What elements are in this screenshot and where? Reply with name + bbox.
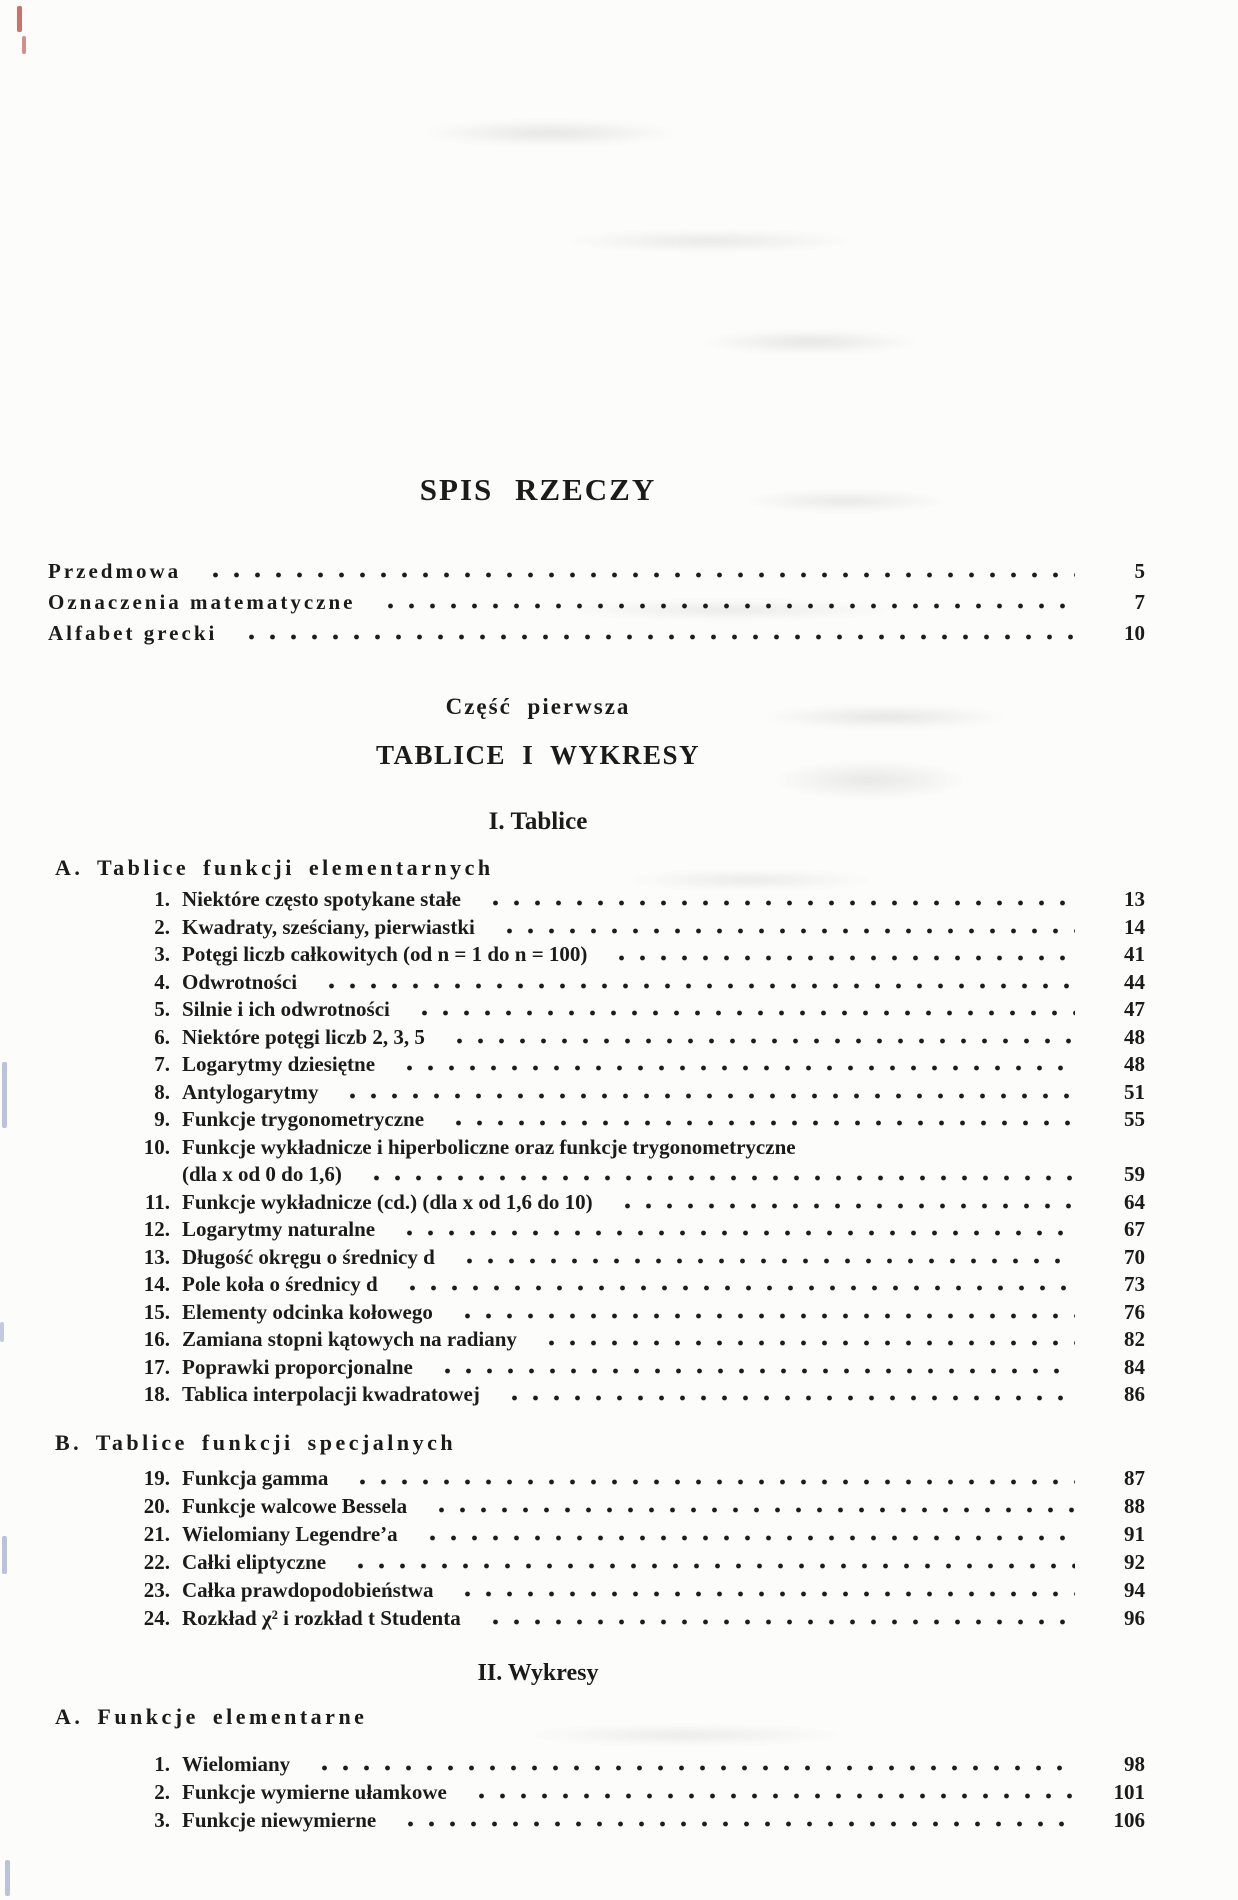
toc-item-page: 98: [1124, 1752, 1145, 1776]
toc-item-page: 41: [1124, 942, 1145, 966]
toc-row: [48, 1604, 1145, 1632]
toc-item-label: Funkcje walcowe Bessela: [182, 1494, 408, 1518]
toc-item-label: Funkcje trygonometryczne: [182, 1107, 425, 1131]
toc-row: [48, 1520, 1145, 1548]
toc-row: [48, 1024, 1145, 1052]
toc-item-label-continued: (dla x od 0 do 1,6): [182, 1162, 342, 1186]
toc-row: [48, 1051, 1145, 1079]
toc-list-elementary-graphs: [48, 1750, 1145, 1834]
toc-item-number: 18.: [143, 1382, 170, 1406]
toc-item-label: Całki eliptyczne: [182, 1550, 327, 1574]
dot-leader: [344, 1563, 1075, 1569]
toc-item-number: 3.: [154, 942, 170, 966]
dot-leader: [308, 1765, 1075, 1771]
toc-row: [48, 886, 1145, 914]
toc-row: [48, 1576, 1145, 1604]
dot-leader: [315, 983, 1075, 989]
section-heading-wykresy: II. Wykresy: [477, 1660, 599, 1686]
dot-leader: [451, 1313, 1075, 1319]
part-kicker: Część pierwsza: [445, 694, 631, 719]
scan-smudge: [520, 1725, 850, 1745]
dot-leader: [605, 955, 1075, 961]
subsection-heading-b-tablice: B. Tablice funkcji specjalnych: [55, 1430, 457, 1455]
toc-item-page: 86: [1124, 1382, 1145, 1406]
subsection-heading-a-tablice: A. Tablice funkcji elementarnych: [55, 855, 494, 880]
toc-item-number: 6.: [154, 1024, 170, 1049]
toc-item-number: 24.: [143, 1606, 170, 1630]
dot-leader: [393, 1065, 1075, 1071]
toc-item-page: 76: [1124, 1299, 1145, 1324]
toc-item-page: 101: [1113, 1780, 1145, 1804]
toc-item-number: 5.: [154, 997, 170, 1021]
toc-item-number: 2.: [154, 1780, 170, 1804]
toc-item-label: Niektóre często spotykane stałe: [182, 887, 461, 911]
dot-leader: [453, 1258, 1075, 1264]
scan-artifact: [2, 1536, 7, 1574]
toc-item-label: Wielomiany Legendre’a: [182, 1522, 398, 1546]
toc-item-number: 3.: [154, 1808, 170, 1832]
toc-item-label: Pole koła o średnicy d: [182, 1272, 378, 1296]
toc-item-page: 13: [1124, 887, 1145, 911]
toc-item-page: 51: [1124, 1079, 1145, 1104]
toc-row: [48, 996, 1145, 1024]
toc-list-elementary-tables: [48, 886, 1145, 1409]
toc-item-page: 84: [1124, 1354, 1145, 1379]
dot-leader: [199, 572, 1075, 578]
toc-row: [48, 1271, 1145, 1299]
toc-list-special-tables: [48, 1464, 1145, 1632]
dot-leader: [443, 1038, 1075, 1044]
toc-item-label: Oznaczenia matematyczne: [48, 590, 356, 614]
toc-item-label: Niektóre potęgi liczb 2, 3, 5: [182, 1024, 425, 1049]
toc-row: [48, 1189, 1145, 1217]
toc-item-page: 48: [1124, 1052, 1145, 1076]
toc-item-number: 11.: [144, 1189, 170, 1214]
dot-leader: [451, 1591, 1075, 1597]
toc-row: [48, 914, 1145, 942]
toc-item-page: 87: [1124, 1466, 1145, 1490]
toc-item-page: 96: [1124, 1606, 1145, 1630]
scan-artifact: [0, 1322, 4, 1342]
toc-row: [48, 1216, 1145, 1244]
toc-item-page: 14: [1124, 914, 1145, 939]
toc-item-page: 67: [1124, 1217, 1145, 1241]
toc-item-label: Alfabet grecki: [48, 621, 218, 645]
toc-item-label: Długość okręgu o średnicy d: [182, 1244, 435, 1269]
toc-row: [48, 1548, 1145, 1576]
toc-item-number: 13.: [143, 1244, 170, 1269]
toc-row: [48, 1464, 1145, 1492]
toc-item-page: 94: [1124, 1578, 1145, 1602]
toc-row: [48, 1750, 1145, 1778]
dot-leader: [479, 1619, 1075, 1625]
toc-item-label: Rozkład χ² i rozkład t Studenta: [182, 1606, 461, 1630]
subsection-heading-a-wykresy: A. Funkcje elementarne: [55, 1704, 368, 1729]
toc-item-page: 73: [1124, 1272, 1145, 1296]
toc-item-number: 4.: [154, 969, 170, 994]
toc-item-label: Potęgi liczb całkowitych (od n = 1 do n = 100): [182, 942, 588, 966]
toc-item-label: Logarytmy dziesiętne: [182, 1052, 376, 1076]
toc-row: [48, 1161, 1145, 1189]
scan-artifact: [2, 1062, 7, 1128]
toc-item-page: 91: [1124, 1522, 1145, 1546]
toc-item-number: 16.: [143, 1327, 170, 1351]
dot-leader: [393, 1230, 1075, 1236]
toc-item-page: 70: [1124, 1244, 1145, 1269]
toc-row: [48, 1244, 1145, 1272]
toc-row: [48, 587, 1145, 618]
toc-row: [48, 556, 1145, 587]
toc-item-page: 55: [1124, 1107, 1145, 1131]
toc-item-number: 19.: [143, 1466, 170, 1490]
toc-item-number: 8.: [154, 1079, 170, 1104]
toc-row: [48, 1299, 1145, 1327]
dot-leader: [235, 634, 1075, 640]
toc-item-label: Kwadraty, sześciany, pierwiastki: [182, 914, 475, 939]
toc-item-page: 82: [1124, 1327, 1145, 1351]
dot-leader: [442, 1120, 1075, 1126]
toc-item-number: 9.: [154, 1107, 170, 1131]
toc-row: [48, 1079, 1145, 1107]
scan-artifact: [22, 36, 26, 54]
toc-row: [48, 1806, 1145, 1834]
toc-row: [48, 1106, 1145, 1134]
dot-leader: [408, 1010, 1075, 1016]
toc-item-label: Odwrotności: [182, 969, 298, 994]
toc-item-page: 44: [1124, 969, 1145, 994]
dot-leader: [416, 1535, 1075, 1541]
dot-leader: [336, 1093, 1075, 1099]
toc-row: [48, 1492, 1145, 1520]
toc-item-page: 47: [1124, 997, 1145, 1021]
toc-item-label: Funkcja gamma: [182, 1466, 329, 1490]
toc-item-label: Logarytmy naturalne: [182, 1217, 376, 1241]
toc-row: [48, 1778, 1145, 1806]
toc-item-number: 23.: [143, 1578, 170, 1602]
toc-item-page: 106: [1113, 1808, 1145, 1832]
section-heading-tablice: I. Tablice: [488, 808, 588, 835]
toc-item-number: 22.: [143, 1550, 170, 1574]
toc-item-page: 10: [1124, 621, 1145, 645]
dot-leader: [346, 1479, 1075, 1485]
toc-item-number: 17.: [143, 1354, 170, 1379]
toc-item-number: 21.: [143, 1522, 170, 1546]
toc-row: [48, 1381, 1145, 1409]
toc-item-page: 64: [1124, 1189, 1145, 1214]
toc-item-label: Funkcje wykładnicze (cd.) (dla x od 1,6 do 10): [182, 1189, 593, 1214]
dot-leader: [479, 900, 1075, 906]
dot-leader: [394, 1821, 1075, 1827]
toc-item-page: 5: [1134, 559, 1145, 583]
toc-row: [48, 969, 1145, 997]
part-title: TABLICE I WYKRESY: [375, 740, 701, 770]
toc-row: [48, 618, 1145, 649]
dot-leader: [493, 928, 1075, 934]
toc-item-number: 1.: [154, 1752, 170, 1776]
dot-leader: [360, 1175, 1075, 1181]
toc-item-label: Elementy odcinka kołowego: [182, 1299, 433, 1324]
toc-item-label: Zamiana stopni kątowych na radiany: [182, 1327, 517, 1351]
scan-smudge: [420, 120, 680, 146]
dot-leader: [611, 1203, 1075, 1209]
toc-item-label: Przedmowa: [48, 559, 182, 583]
dot-leader: [431, 1368, 1075, 1374]
toc-item-label: Poprawki proporcjonalne: [182, 1354, 413, 1379]
toc-row: [48, 1134, 1145, 1162]
scan-smudge: [560, 230, 860, 252]
dot-leader: [465, 1793, 1075, 1799]
toc-item-number: 20.: [143, 1494, 170, 1518]
toc-item-number: 12.: [143, 1217, 170, 1241]
toc-item-label: Tablica interpolacji kwadratowej: [182, 1382, 480, 1406]
dot-leader: [535, 1340, 1075, 1346]
toc-item-page: 7: [1134, 590, 1145, 614]
toc-item-label: Całka prawdopodobieństwa: [182, 1578, 434, 1602]
scan-artifact: [17, 6, 22, 32]
toc-item-label: Antylogarytmy: [182, 1079, 319, 1104]
toc-item-page: 59: [1124, 1162, 1145, 1186]
toc-item-label: Wielomiany: [182, 1752, 291, 1776]
toc-row: [48, 941, 1145, 969]
dot-leader: [374, 603, 1076, 609]
toc-item-number: 1.: [154, 887, 170, 911]
toc-item-label: Silnie i ich odwrotności: [182, 997, 390, 1021]
toc-item-number: 15.: [143, 1299, 170, 1324]
toc-item-number: 14.: [143, 1272, 170, 1296]
dot-leader: [425, 1507, 1075, 1513]
page-title: SPIS RZECZY: [419, 472, 657, 507]
dot-leader: [396, 1285, 1075, 1291]
toc-item-page: 48: [1124, 1024, 1145, 1049]
toc-item-number: 7.: [154, 1052, 170, 1076]
toc-item-number: 2.: [154, 914, 170, 939]
toc-item-label: Funkcje wykładnicze i hiperboliczne oraz funkcje trygonometryczne: [182, 1134, 796, 1159]
toc-item-page: 92: [1124, 1550, 1145, 1574]
toc-row: [48, 1354, 1145, 1382]
toc-item-label: Funkcje wymierne ułamkowe: [182, 1780, 447, 1804]
toc-item-page: 88: [1124, 1494, 1145, 1518]
toc-item-label: Funkcje niewymierne: [182, 1808, 377, 1832]
scan-artifact: [5, 1860, 10, 1896]
dot-leader: [498, 1395, 1075, 1401]
toc-item-number: 10.: [143, 1134, 170, 1159]
toc-row: [48, 1326, 1145, 1354]
front-matter-list: [48, 556, 1145, 649]
scan-smudge: [700, 330, 920, 354]
